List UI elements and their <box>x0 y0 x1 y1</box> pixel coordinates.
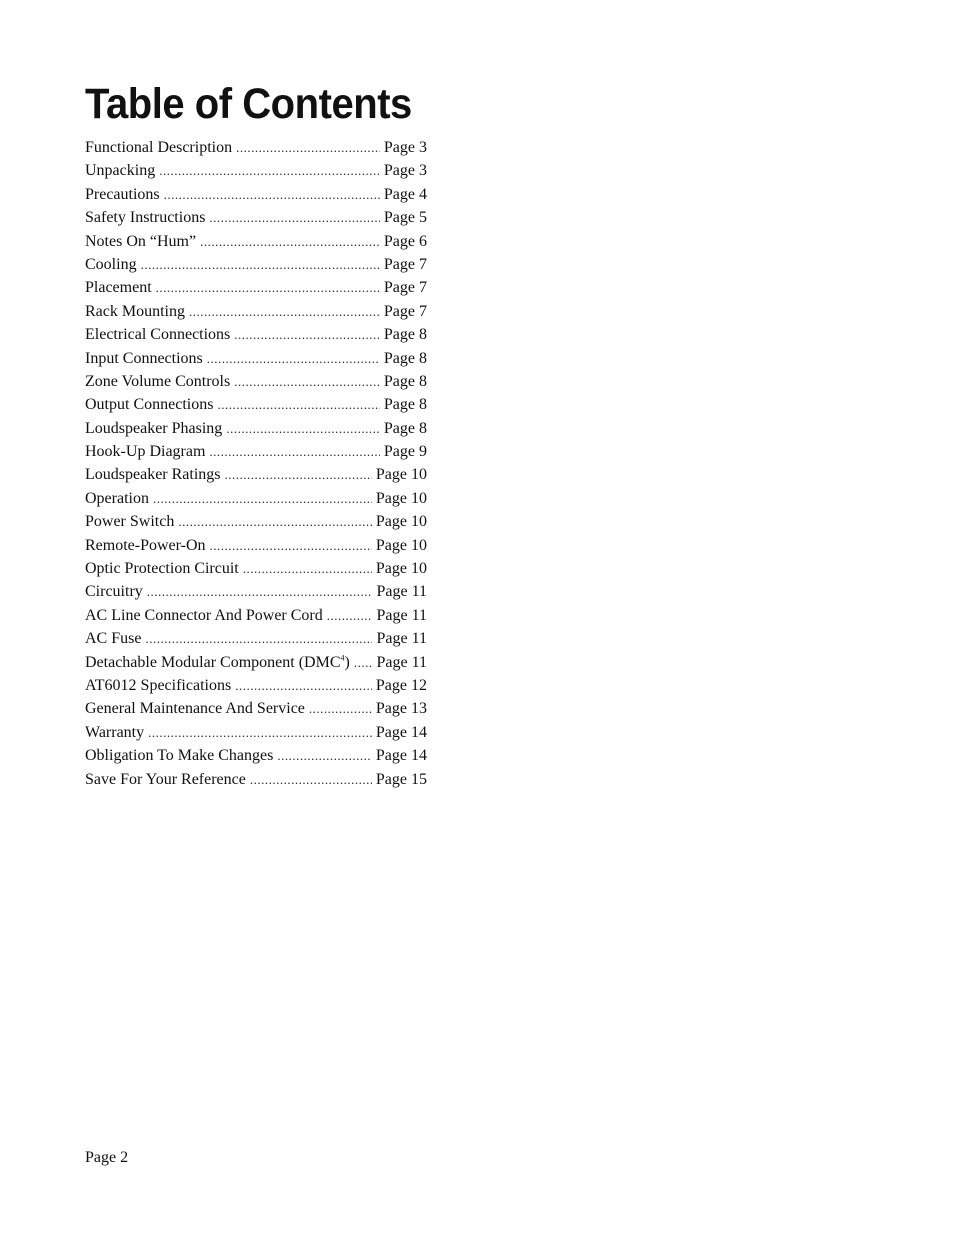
toc-entry-superscript: 4 <box>340 653 345 663</box>
toc-entry-title-text: Cooling <box>85 255 137 273</box>
dot-leader <box>189 300 380 323</box>
toc-entry-title <box>85 557 239 580</box>
toc-entry-title-text: Save For Your Reference <box>85 770 246 788</box>
dot-leader <box>148 721 372 744</box>
toc-entry-title <box>85 276 152 299</box>
toc-entry-title <box>85 136 232 159</box>
toc-entry-title-text: Loudspeaker Ratings <box>85 466 221 484</box>
toc-entry-page: Page 11 <box>376 606 427 624</box>
dot-leader <box>250 768 372 791</box>
toc-entry[interactable] <box>85 534 427 557</box>
dot-leader <box>145 627 372 650</box>
toc-entry-title <box>85 300 185 323</box>
toc-entry-title-text: Rack Mounting <box>85 302 185 320</box>
toc-entry[interactable] <box>85 393 427 416</box>
toc-entry-page: Page 4 <box>383 185 427 203</box>
toc-entry-page: Page 8 <box>383 396 427 414</box>
dot-leader <box>225 463 372 486</box>
dot-leader <box>309 697 372 720</box>
toc-entry-title-text: AC Fuse <box>85 630 142 648</box>
toc-entry-page: Page 5 <box>383 209 427 227</box>
toc-entry-title-text: Optic Protection Circuit <box>85 560 239 578</box>
toc-entry[interactable] <box>85 159 427 182</box>
toc-entry[interactable] <box>85 487 427 510</box>
toc-entry-title <box>85 440 205 463</box>
toc-entry-title-text: Obligation To Make Changes <box>85 747 274 765</box>
toc-entry-title-text: Power Switch <box>85 513 175 531</box>
toc-entry-title <box>85 487 149 510</box>
toc-entry[interactable] <box>85 721 427 744</box>
toc-entry-title-text: Warranty <box>85 723 145 741</box>
toc-entry-title <box>85 744 273 767</box>
dot-leader <box>209 440 379 463</box>
toc-entry-page: Page 7 <box>383 255 427 273</box>
toc-entry[interactable] <box>85 510 427 533</box>
toc-entry-page: Page 7 <box>383 302 427 320</box>
toc-entry[interactable] <box>85 183 427 206</box>
toc-entry-title <box>85 510 174 533</box>
toc-entry-page: Page 8 <box>383 349 427 367</box>
page-title: Table of Contents <box>85 80 412 128</box>
toc-entry-title <box>85 674 231 697</box>
toc-entry-title-text: General Maintenance And Service <box>85 700 305 718</box>
toc-entry-page: Page 8 <box>383 419 427 437</box>
toc-entry[interactable] <box>85 463 427 486</box>
dot-leader <box>200 230 380 253</box>
toc-entry-title-text: Placement <box>85 279 152 297</box>
toc-entry[interactable] <box>85 697 427 720</box>
dot-leader <box>236 136 380 159</box>
page-number: Page 2 <box>85 1149 129 1166</box>
toc-entry-page: Page 12 <box>375 676 427 694</box>
toc-entry[interactable] <box>85 136 427 159</box>
toc-entry-page: Page 3 <box>383 162 427 180</box>
toc-entry-page: Page 8 <box>383 372 427 390</box>
toc-entry-title-text: Hook-Up Diagram <box>85 443 206 461</box>
toc-entry-title <box>85 580 143 603</box>
toc-entry-title <box>85 323 230 346</box>
toc-entry-title <box>85 417 222 440</box>
dot-leader <box>354 651 373 674</box>
toc-entry-title-text: Zone Volume Controls <box>85 372 231 390</box>
toc-entry-title-text: Notes On “Hum” <box>85 232 197 250</box>
toc-entry[interactable] <box>85 604 427 627</box>
toc-entry-title <box>85 534 206 557</box>
dot-leader <box>234 370 380 393</box>
dot-leader <box>327 604 373 627</box>
toc-entry[interactable] <box>85 370 427 393</box>
toc-entry-page: Page 13 <box>375 700 427 718</box>
toc-entry-title-text: Unpacking <box>85 162 156 180</box>
toc-entry-title <box>85 183 160 206</box>
dot-leader <box>234 323 380 346</box>
toc-entry-title-text: Remote-Power-On <box>85 536 206 554</box>
toc-entry-title <box>85 721 144 744</box>
toc-entry-page: Page 11 <box>376 583 427 601</box>
toc-entry-title <box>85 627 141 650</box>
dot-leader <box>235 674 372 697</box>
dot-leader <box>164 183 380 206</box>
toc-entry-title-text: Precautions <box>85 185 160 203</box>
toc-entry-title-text: Safety Instructions <box>85 209 206 227</box>
toc-entry-title-text: Output Connections <box>85 396 214 414</box>
dot-leader <box>178 510 372 533</box>
toc-entry-title-text: Input Connections <box>85 349 203 367</box>
toc-entry-page: Page 9 <box>383 443 427 461</box>
toc-entry-page: Page 10 <box>375 536 427 554</box>
toc-entry-title-suffix: ) <box>344 653 350 671</box>
toc-entry-title <box>85 651 350 674</box>
dot-leader <box>153 487 372 510</box>
toc-entry-page: Page 14 <box>375 723 427 741</box>
table-of-contents <box>85 136 427 791</box>
dot-leader <box>159 159 380 182</box>
toc-entry[interactable] <box>85 580 427 603</box>
toc-entry-title <box>85 768 246 791</box>
toc-entry[interactable] <box>85 557 427 580</box>
toc-entry[interactable] <box>85 347 427 370</box>
toc-entry-page: Page 8 <box>383 326 427 344</box>
toc-entry-title <box>85 159 155 182</box>
dot-leader <box>277 744 372 767</box>
toc-entry-title-text: Operation <box>85 489 149 507</box>
toc-entry[interactable] <box>85 323 427 346</box>
toc-entry-page: Page 7 <box>383 279 427 297</box>
toc-entry-page: Page 10 <box>375 489 427 507</box>
toc-entry-page: Page 6 <box>383 232 427 250</box>
toc-entry[interactable] <box>85 674 427 697</box>
dot-leader <box>141 253 380 276</box>
toc-entry-title-text: Detachable Modular Component (DMC <box>85 653 341 671</box>
toc-entry-title-text: AT6012 Specifications <box>85 676 232 694</box>
toc-entry[interactable] <box>85 440 427 463</box>
toc-entry-title <box>85 206 205 229</box>
toc-entry-title-text: Circuitry <box>85 583 143 601</box>
toc-entry-page: Page 10 <box>375 466 427 484</box>
toc-entry-title <box>85 463 221 486</box>
toc-entry-page: Page 11 <box>376 630 427 648</box>
toc-entry-title <box>85 370 230 393</box>
dot-leader <box>217 393 379 416</box>
toc-entry[interactable] <box>85 744 427 767</box>
dot-leader <box>156 276 380 299</box>
toc-entry-title <box>85 347 203 370</box>
toc-entry[interactable] <box>85 206 427 229</box>
dot-leader <box>210 534 372 557</box>
toc-entry-page: Page 10 <box>375 560 427 578</box>
toc-entry[interactable] <box>85 230 427 253</box>
toc-entry[interactable] <box>85 253 427 276</box>
dot-leader <box>226 417 380 440</box>
toc-entry[interactable] <box>85 627 427 650</box>
toc-entry-title-text: Loudspeaker Phasing <box>85 419 223 437</box>
toc-entry[interactable] <box>85 768 427 791</box>
toc-entry[interactable] <box>85 276 427 299</box>
dot-leader <box>147 580 373 603</box>
toc-entry[interactable] <box>85 300 427 323</box>
toc-entry-page: Page 14 <box>375 747 427 765</box>
toc-entry-title <box>85 697 305 720</box>
toc-entry-title-text: Electrical Connections <box>85 326 231 344</box>
toc-entry-title <box>85 230 196 253</box>
toc-entry-page: Page 15 <box>375 770 427 788</box>
toc-entry-title-text: AC Line Connector And Power Cord <box>85 606 323 624</box>
toc-entry-page: Page 10 <box>375 513 427 531</box>
toc-entry-title <box>85 253 137 276</box>
toc-entry[interactable] <box>85 651 427 674</box>
toc-entry-page: Page 11 <box>376 653 427 671</box>
dot-leader <box>243 557 372 580</box>
toc-entry-title-text: Functional Description <box>85 139 233 156</box>
toc-entry[interactable] <box>85 417 427 440</box>
dot-leader <box>209 206 379 229</box>
toc-entry-title <box>85 604 323 627</box>
toc-entry-title <box>85 393 213 416</box>
dot-leader <box>207 347 380 370</box>
toc-entry-page: Page 3 <box>383 139 427 156</box>
